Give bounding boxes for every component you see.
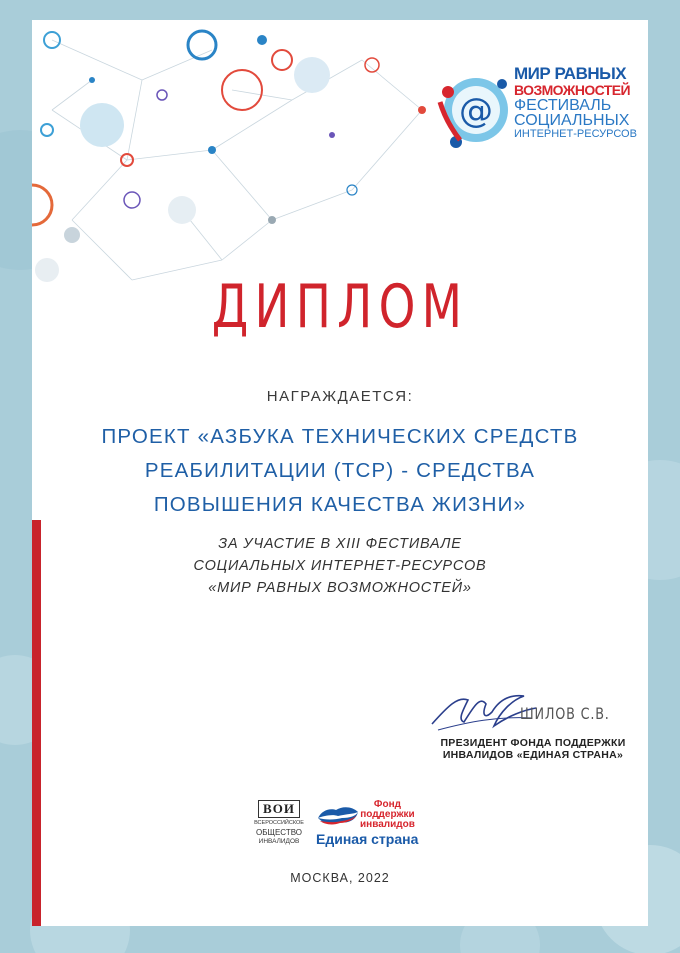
vos-logo (254, 800, 304, 846)
vos-line: ОБЩЕСТВО (256, 828, 302, 837)
vos-line: ВСЕРОССИЙСКОЕ (254, 820, 304, 826)
at-sign-globe-icon (436, 62, 516, 162)
logo-sub-line1: ФЕСТИВАЛЬ (514, 97, 612, 114)
awarded-label: НАГРАЖДАЕТСЯ: (266, 388, 414, 405)
svg-text:@: @ (459, 91, 493, 131)
vos-line: ИНВАЛИДОВ (258, 838, 300, 845)
logo-sub-line2: СОЦИАЛЬНЫХ (514, 112, 630, 129)
signer-title (430, 737, 636, 761)
fund-brand: Единая страна (316, 831, 419, 847)
logo-title-line1: МИР РАВНЫХ (514, 64, 627, 83)
vos-mark: ВОИ (258, 800, 300, 818)
signer-title-line: ПРЕЗИДЕНТ ФОНДА ПОДДЕРЖКИ (440, 737, 626, 749)
fund-line: поддержки (360, 809, 415, 820)
signer-title-line: ИНВАЛИДОВ «ЕДИНАЯ СТРАНА» (442, 749, 624, 761)
participation-line: ЗА УЧАСТИЕ В XIII ФЕСТИВАЛЕ (218, 536, 462, 552)
project-name (32, 420, 648, 522)
festival-logo-text (514, 66, 637, 141)
project-line: РЕАБИЛИТАЦИИ (ТСР) - СРЕДСТВА (144, 459, 536, 482)
project-line: ПОВЫШЕНИЯ КАЧЕСТВА ЖИЗНИ» (153, 493, 527, 516)
fund-text (360, 800, 415, 830)
participation-line: «МИР РАВНЫХ ВОЗМОЖНОСТЕЙ» (208, 580, 472, 596)
russia-map-icon (316, 802, 360, 832)
project-line: ПРОЕКТ «АЗБУКА ТЕХНИЧЕСКИХ СРЕДСТВ (101, 425, 579, 448)
logo-sub-line3: ИНТЕРНЕТ-РЕСУРСОВ (514, 128, 637, 140)
festival-logo (436, 42, 646, 152)
signer-name: ШИЛОВ С.В. (520, 704, 610, 723)
logo-title-line2: ВОЗМОЖНОСТЕЙ (514, 82, 630, 98)
city-year: МОСКВА, 2022 (290, 871, 390, 885)
fund-logo (316, 800, 428, 850)
participation-text (32, 533, 648, 599)
diploma-title: ДИПЛОМ (211, 272, 469, 342)
participation-line: СОЦИАЛЬНЫХ ИНТЕРНЕТ-РЕСУРСОВ (193, 558, 487, 574)
fund-line: Фонд (373, 799, 401, 810)
fund-line: инвалидов (360, 819, 415, 830)
